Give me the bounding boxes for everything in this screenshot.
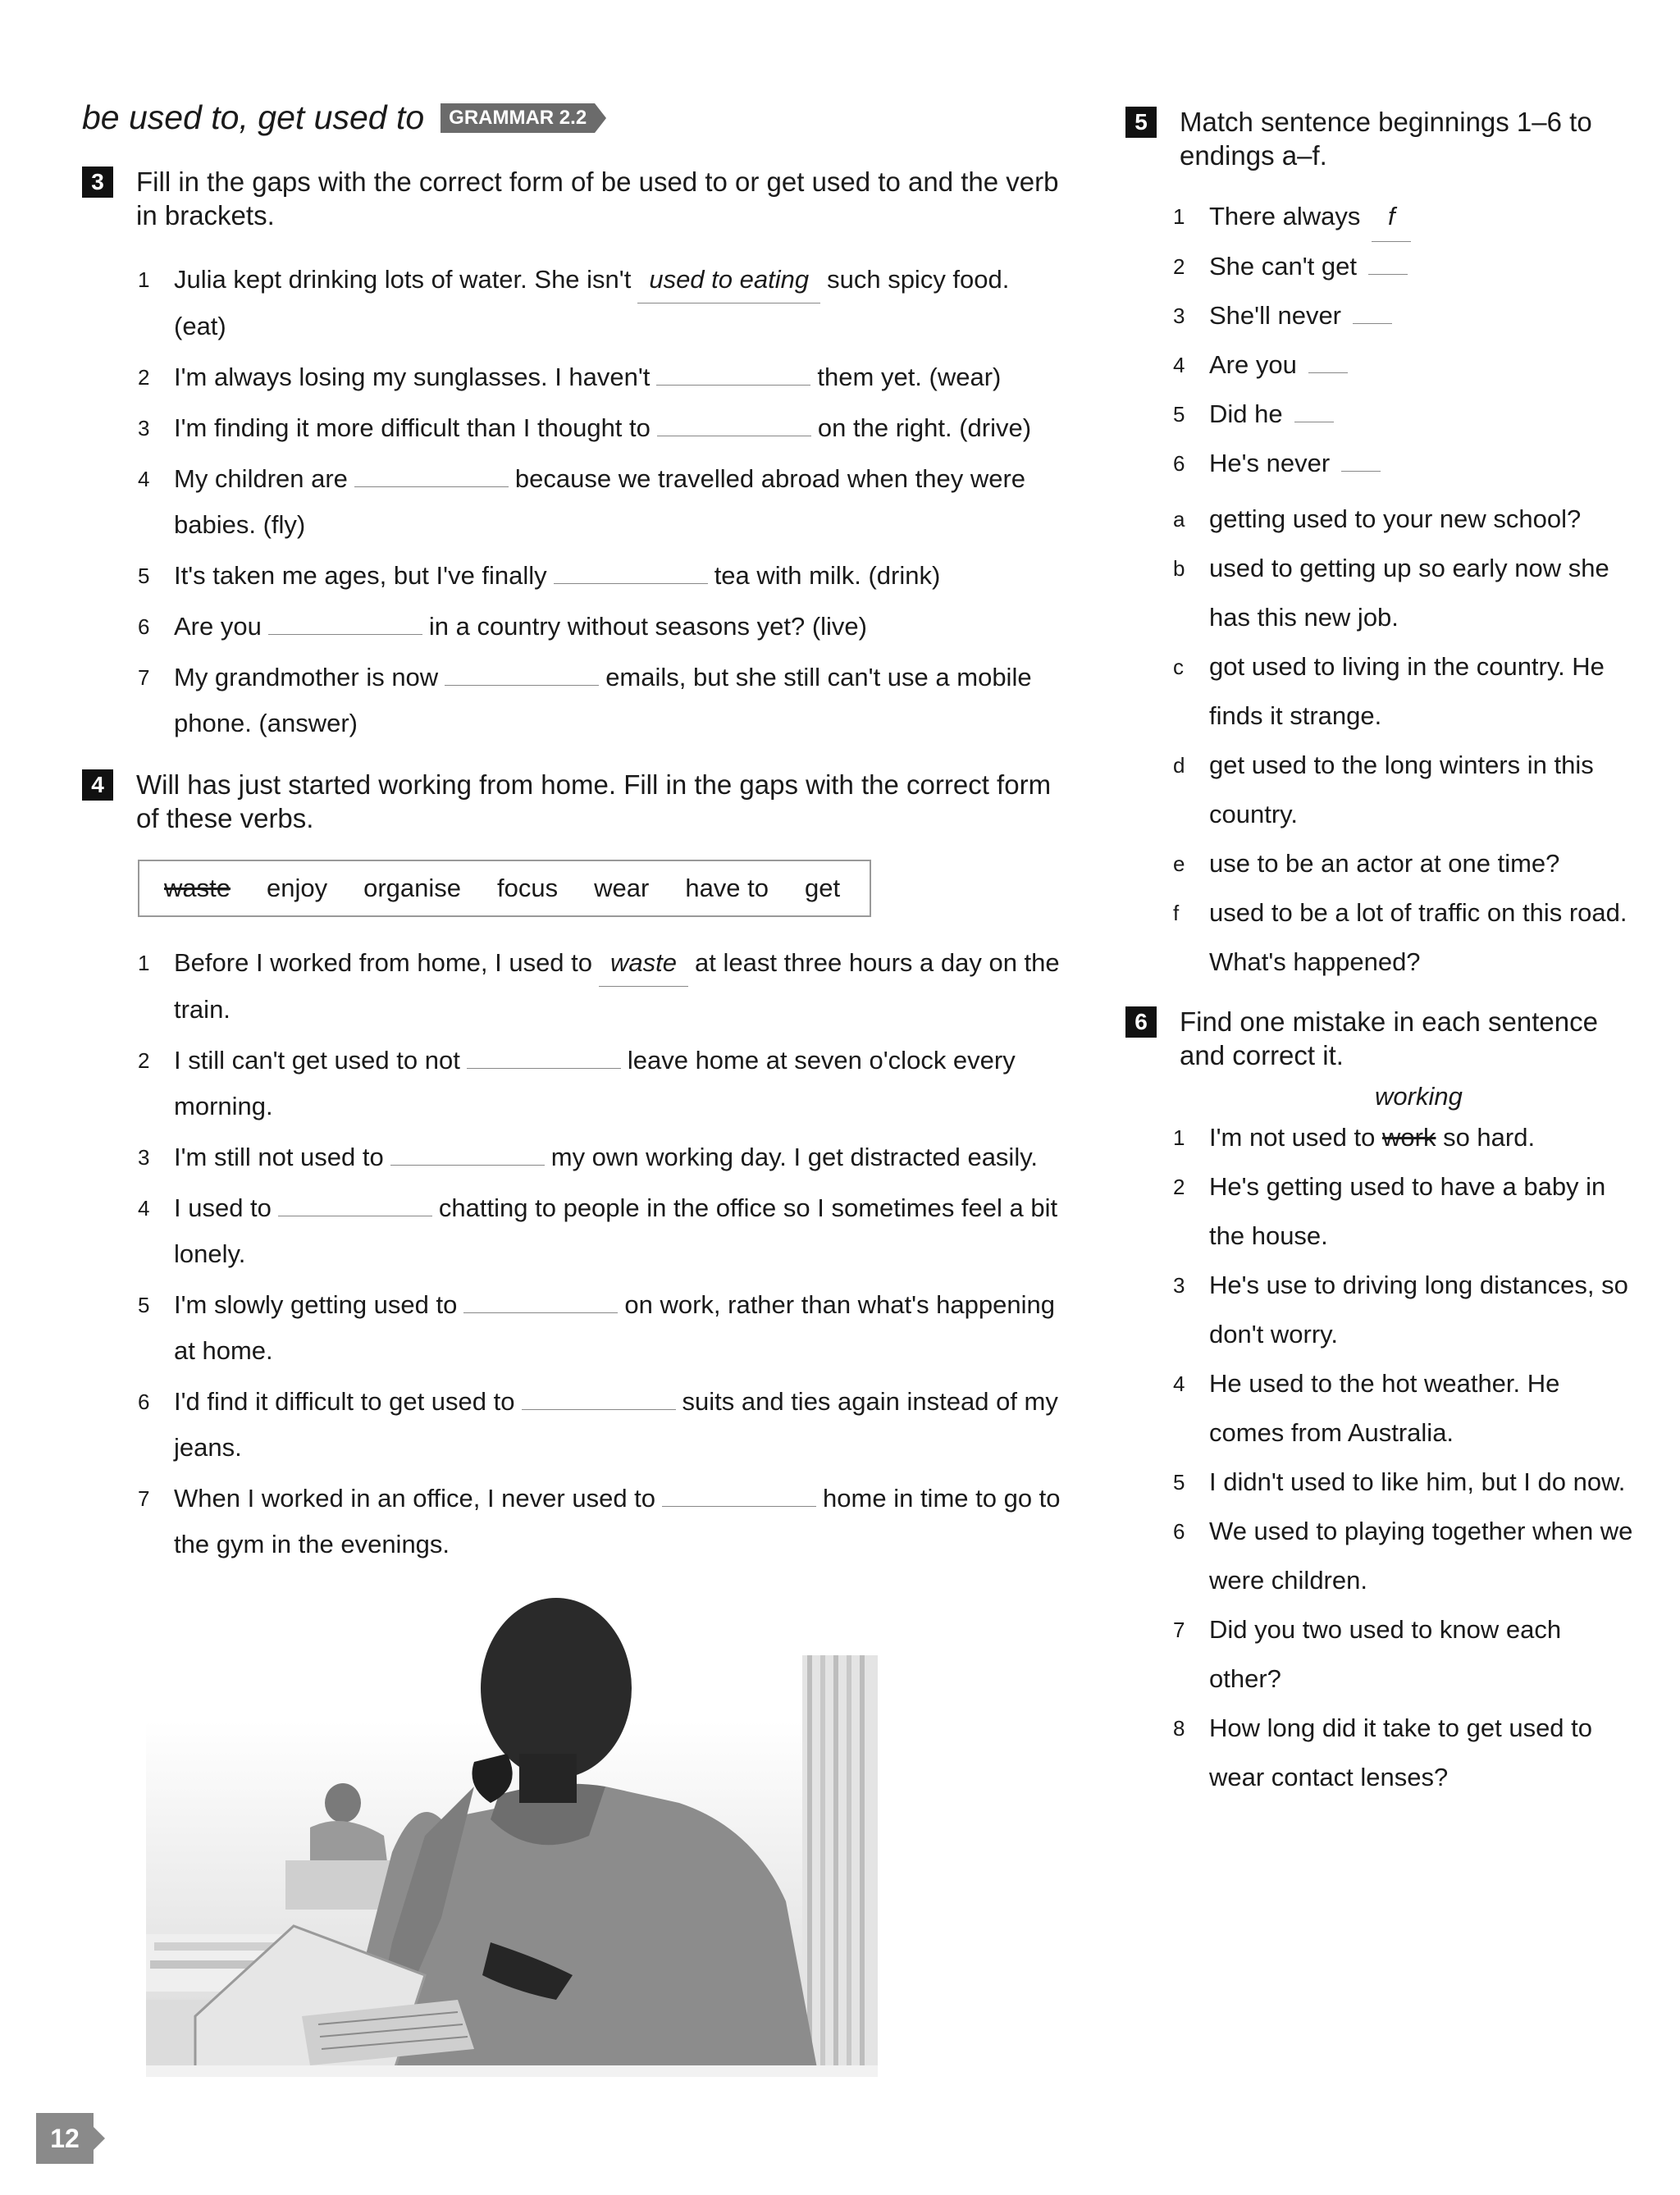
- item-number: 6: [138, 614, 150, 639]
- item-number: 5: [1173, 1470, 1185, 1495]
- item-letter: d: [1173, 753, 1185, 778]
- ending-item: [1173, 741, 1634, 839]
- item-text: I'm still not used to: [174, 1143, 384, 1171]
- item-text: He's use to driving long distances, so don't worry.: [1209, 1271, 1628, 1348]
- exercise-4-item: [138, 1379, 1066, 1471]
- item-number: 3: [138, 416, 150, 440]
- answer-blank[interactable]: used to eating: [637, 257, 820, 303]
- exercise-4-header: [82, 768, 1066, 835]
- ending-item: [1173, 544, 1634, 642]
- exercise-3-item: [138, 604, 1066, 650]
- answer-blank[interactable]: [445, 657, 599, 686]
- beginning-item: [1173, 390, 1634, 439]
- exercise-6-item: [1173, 1458, 1634, 1507]
- exercise-3-number: 3: [82, 167, 113, 198]
- item-number: 5: [1173, 402, 1185, 427]
- match-blank[interactable]: [1341, 446, 1381, 472]
- item-text: Are you: [174, 612, 262, 641]
- item-text: I used to: [174, 1193, 272, 1222]
- item-text: I'm not used to: [1209, 1123, 1376, 1152]
- item-number: 1: [138, 951, 150, 975]
- item-text: Did he: [1209, 399, 1283, 428]
- item-number: 3: [1173, 303, 1185, 328]
- match-blank[interactable]: [1308, 348, 1348, 373]
- item-text: My children are: [174, 464, 348, 493]
- grammar-reference-tag: [441, 103, 606, 133]
- item-text: in a country without seasons yet? (live): [428, 612, 867, 641]
- answer-blank[interactable]: [662, 1478, 816, 1507]
- match-blank[interactable]: [1353, 299, 1392, 324]
- item-text: suits and ties again instead of my jeans.: [174, 1387, 1058, 1462]
- item-number: 6: [138, 1390, 150, 1414]
- item-text: emails, but she still can't use a mobile phone. (answer): [174, 663, 1032, 737]
- word-box: [138, 860, 871, 917]
- word-box-item: have to: [685, 874, 769, 902]
- item-text: How long did it take to get used to wear contact lenses?: [1209, 1714, 1593, 1791]
- item-text: used to be a lot of traffic on this road. What's happened?: [1209, 898, 1628, 976]
- item-number: 3: [1173, 1273, 1185, 1298]
- word-box-item: focus: [497, 874, 559, 902]
- item-text: He used to the hot weather. He comes from Australia.: [1209, 1369, 1560, 1447]
- page-number: 12: [36, 2113, 94, 2164]
- exercise-4-item: [138, 1185, 1066, 1277]
- item-text: There always: [1209, 202, 1361, 230]
- exercise-6-instruction: Find one mistake in each sentence and correct it.: [1180, 1006, 1598, 1070]
- item-number: 4: [138, 467, 150, 491]
- exercise-6-item: [1173, 1359, 1634, 1458]
- item-text: I didn't used to like him, but I do now.: [1209, 1467, 1626, 1496]
- answer-blank[interactable]: [390, 1137, 545, 1166]
- exercise-4-list: [82, 940, 1066, 1568]
- item-text: on the right. (drive): [817, 413, 1032, 442]
- item-letter: a: [1173, 507, 1185, 532]
- exercise-6-item: [1173, 1113, 1634, 1162]
- exercise-6-item: [1173, 1605, 1634, 1704]
- word-box-item: get: [805, 874, 841, 902]
- item-number: 1: [1173, 1125, 1185, 1150]
- exercise-5-endings: [1125, 495, 1634, 987]
- section-title-text: be used to, get used to: [82, 98, 425, 136]
- item-text: such spicy food. (eat): [174, 265, 1010, 340]
- item-letter: c: [1173, 655, 1184, 679]
- item-number: 7: [138, 665, 150, 690]
- desk-edge: [146, 2065, 878, 2077]
- item-text: getting used to your new school?: [1209, 504, 1582, 533]
- exercise-3-list: [82, 257, 1066, 746]
- answer-blank[interactable]: [268, 606, 422, 635]
- item-text: at least three hours a day on the train.: [174, 948, 1060, 1024]
- exercise-4-item: [138, 940, 1066, 1033]
- tag-arrow-icon: [595, 103, 606, 133]
- ending-item: [1173, 888, 1634, 987]
- exercise-6-item: [1173, 1507, 1634, 1605]
- item-text: She'll never: [1209, 301, 1342, 330]
- right-column: [1125, 105, 1634, 1802]
- item-number: 2: [138, 1048, 150, 1073]
- item-number: 7: [1173, 1618, 1185, 1642]
- item-letter: e: [1173, 851, 1185, 876]
- item-text: She can't get: [1209, 252, 1357, 281]
- exercise-5-number: 5: [1125, 107, 1157, 138]
- exercise-6-list: [1125, 1113, 1634, 1802]
- item-number: 3: [138, 1145, 150, 1170]
- word-box-item: wear: [594, 874, 650, 902]
- word-box-item: waste: [164, 874, 231, 902]
- exercise-5-header: [1125, 105, 1634, 172]
- item-text: my own working day. I get distracted easily.: [550, 1143, 1039, 1171]
- exercise-4-number: 4: [82, 769, 113, 801]
- exercise-3-item: [138, 456, 1066, 548]
- exercise-6-header: [1125, 1005, 1634, 1072]
- item-text: Are you: [1209, 350, 1297, 379]
- window-blinds: [802, 1655, 878, 2077]
- man-at-laptop-photo: [146, 1590, 878, 2077]
- exercise-5-instruction: Match sentence beginnings 1–6 to endings a–f.: [1180, 107, 1592, 171]
- item-number: 6: [1173, 451, 1185, 476]
- exercise-4-item: [138, 1038, 1066, 1129]
- exercise-4-instruction: Will has just started working from home. Fill in the gaps with the correct form of these verbs.: [136, 769, 1052, 833]
- item-text: chatting to people in the office so I sometimes feel a bit lonely.: [174, 1193, 1058, 1268]
- item-text: My grandmother is now: [174, 663, 439, 691]
- answer-blank[interactable]: [467, 1040, 621, 1069]
- item-number: 5: [138, 1293, 150, 1317]
- item-number: 1: [138, 267, 150, 292]
- item-text: get used to the long winters in this country.: [1209, 751, 1594, 828]
- exercise-4-item: [138, 1476, 1066, 1568]
- answer-blank[interactable]: [554, 555, 708, 584]
- item-number: 6: [1173, 1519, 1185, 1544]
- answer-blank[interactable]: [522, 1381, 676, 1410]
- item-number: 2: [1173, 254, 1185, 279]
- exercise-3-item: [138, 405, 1066, 451]
- exercise-6-item: [1173, 1261, 1634, 1359]
- answer-blank[interactable]: [354, 459, 509, 487]
- beginning-item: [1173, 291, 1634, 340]
- ending-item: [1173, 495, 1634, 544]
- item-text: tea with milk. (drink): [714, 561, 941, 590]
- item-text: on work, rather than what's happening at home.: [174, 1290, 1055, 1365]
- word-box-item: enjoy: [266, 874, 328, 902]
- exercise-4-item: [138, 1282, 1066, 1374]
- item-text: Did you two used to know each other?: [1209, 1615, 1562, 1693]
- answer-blank[interactable]: waste: [599, 940, 688, 987]
- item-text: I'd find it difficult to get used to: [174, 1387, 515, 1416]
- exercise-4-item: [138, 1134, 1066, 1180]
- example-correction: working: [1375, 1082, 1463, 1111]
- item-number: 4: [1173, 353, 1185, 377]
- beginning-item: [1173, 340, 1634, 390]
- item-text: used to getting up so early now she has this new job.: [1209, 554, 1609, 632]
- match-blank[interactable]: f: [1372, 192, 1411, 242]
- item-number: 5: [138, 564, 150, 588]
- item-text: I still can't get used to not: [174, 1046, 460, 1075]
- item-number: 1: [1173, 204, 1185, 229]
- item-text: so hard.: [1443, 1123, 1536, 1152]
- exercise-6-item: [1173, 1162, 1634, 1261]
- exercise-3-item: [138, 553, 1066, 599]
- item-text: home in time to go to the gym in the evenings.: [174, 1484, 1061, 1558]
- beginning-item: [1173, 439, 1634, 488]
- item-text: got used to living in the country. He finds it strange.: [1209, 652, 1605, 730]
- exercise-3-item: [138, 257, 1066, 349]
- exercise-6-item: [1173, 1704, 1634, 1802]
- grammar-reference-label: GRAMMAR 2.2: [441, 103, 595, 133]
- ending-item: [1173, 642, 1634, 741]
- item-number: 4: [138, 1196, 150, 1221]
- item-number: 7: [138, 1486, 150, 1511]
- item-number: 2: [1173, 1175, 1185, 1199]
- item-letter: b: [1173, 556, 1185, 581]
- left-column: [82, 98, 1066, 1572]
- item-text: use to be an actor at one time?: [1209, 849, 1560, 878]
- item-text: Julia kept drinking lots of water. She isn't: [174, 265, 632, 294]
- section-title: [82, 98, 1066, 137]
- item-number: 8: [1173, 1716, 1185, 1741]
- match-blank[interactable]: [1294, 397, 1334, 422]
- item-text: leave home at seven o'clock every morning.: [174, 1046, 1016, 1120]
- beginning-item: [1173, 242, 1634, 291]
- exercise-3-header: [82, 165, 1066, 232]
- answer-blank[interactable]: [278, 1188, 432, 1216]
- exercise-3-item: [138, 354, 1066, 400]
- exercise-3-instruction: Fill in the gaps with the correct form of be used to or get used to and the verb in brackets.: [136, 167, 1059, 230]
- beginning-item: [1173, 192, 1634, 242]
- item-text: He's getting used to have a baby in the house.: [1209, 1172, 1606, 1250]
- item-text: because we travelled abroad when they were babies. (fly): [174, 464, 1026, 539]
- page-tab-arrow-icon: [94, 2127, 105, 2150]
- page-number-tab: [36, 2113, 105, 2164]
- item-text: It's taken me ages, but I've finally: [174, 561, 547, 590]
- match-blank[interactable]: [1368, 249, 1408, 275]
- answer-blank[interactable]: [657, 408, 811, 436]
- item-text: I'm always losing my sunglasses. I haven't: [174, 363, 651, 391]
- item-text: He's never: [1209, 449, 1331, 477]
- item-text: I'm finding it more difficult than I thought to: [174, 413, 651, 442]
- item-number: 2: [138, 365, 150, 390]
- word-box-item: organise: [363, 874, 462, 902]
- item-text: When I worked in an office, I never used to: [174, 1484, 656, 1513]
- item-number: 4: [1173, 1371, 1185, 1396]
- item-text: We used to playing together when we were children.: [1209, 1517, 1633, 1595]
- struck-word: work: [1382, 1123, 1436, 1152]
- item-text: them yet. (wear): [817, 363, 1002, 391]
- item-letter: f: [1173, 901, 1180, 925]
- answer-blank[interactable]: [463, 1285, 618, 1313]
- ending-item: [1173, 839, 1634, 888]
- answer-blank[interactable]: [656, 357, 810, 386]
- item-text: I'm slowly getting used to: [174, 1290, 458, 1319]
- item-text: Before I worked from home, I used to: [174, 948, 593, 977]
- exercise-5-beginnings: [1125, 192, 1634, 488]
- exercise-6-number: 6: [1125, 1006, 1157, 1038]
- exercise-3-item: [138, 655, 1066, 746]
